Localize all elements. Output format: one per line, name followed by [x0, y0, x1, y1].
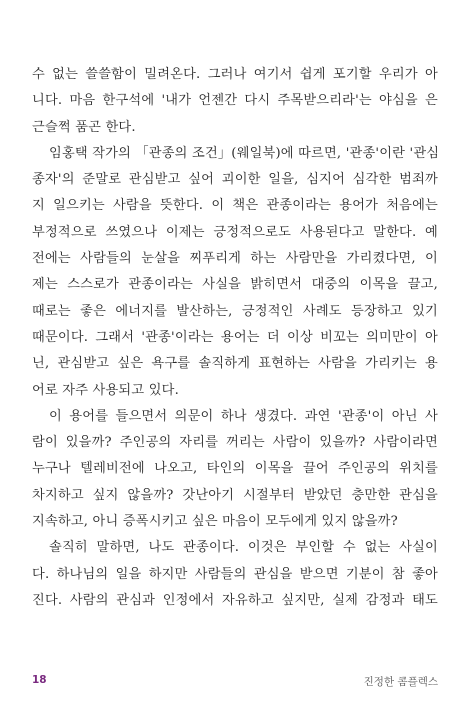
text-line: 진다. 사람의 관심과 인정에서 자유하고 싶지만, 실제 감정과 태도 — [32, 592, 438, 608]
page-footer — [32, 674, 438, 690]
text-line: 전에는 사람들의 눈살을 찌푸리게 하는 사람만을 가리켰다면, 이 — [32, 251, 438, 267]
text-line: 누구나 텔레비전에 나오고, 타인의 이목을 끌어 주인공의 위치를 — [32, 461, 438, 477]
body-text — [32, 62, 438, 614]
text-line: 차지하고 싶지 않을까? 갓난아기 시절부터 받았던 충만한 관심을 — [32, 487, 438, 503]
text-line: 람이 있을까? 주인공의 자리를 꺼리는 사람이 있을까? 사람이라면 — [32, 435, 438, 451]
text-line: 어로 자주 사용되고 있다. — [32, 382, 179, 398]
text-line: 다. 하나님의 일을 하지만 사람들의 관심을 받으면 기분이 참 좋아 — [32, 566, 438, 582]
text-line: 부정적으로 쓰였으나 이제는 긍정적으로도 사용된다고 말한다. 예 — [32, 224, 438, 240]
text-line: 이 용어를 들으면서 의문이 하나 생겼다. 과연 '관종'이 아닌 사 — [49, 408, 438, 424]
text-line: 지속하고, 아니 증폭시키고 싶은 마음이 모두에게 있지 않을까? — [32, 514, 398, 530]
text-line: 솔직히 말하면, 나도 관종이다. 이것은 부인할 수 없는 사실이 — [49, 540, 438, 556]
text-line: 지 일으키는 사람을 뜻한다. 이 책은 관종이라는 용어가 처음에는 — [32, 198, 438, 214]
text-line: 임홍택 작가의 「관종의 조건」(웨일북)에 따르면, '관종'이란 '관심 — [49, 145, 440, 161]
text-line: 니다. 마음 한구석에 '내가 언젠간 다시 주목받으리라'는 야심을 은 — [32, 93, 438, 109]
text-line: 수 없는 쓸쓸함이 밀려온다. 그러나 여기서 쉽게 포기할 우리가 아 — [32, 67, 438, 82]
text-line: 때로는 좋은 에너지를 발산하는, 긍정적인 사례도 등장하고 있기 — [32, 303, 438, 319]
page-number: 18 — [32, 674, 47, 686]
text-line: 종자'의 준말로 관심받고 싶어 괴이한 일을, 심지어 심각한 범죄까 — [32, 172, 438, 188]
text-line: 닌, 관심받고 싶은 욕구를 솔직하게 표현하는 사람을 가리키는 용 — [32, 356, 438, 372]
text-line: 제는 스스로가 관종이라는 사실을 밝히면서 대중의 이목을 끌고, — [32, 277, 438, 293]
text-line: 때문이다. 그래서 '관종'이라는 용어는 더 이상 비꼬는 의미만이 아 — [32, 329, 438, 345]
text-line: 근슬쩍 품곤 한다. — [32, 119, 136, 135]
running-head: 진정한 콤플렉스 — [363, 676, 438, 688]
